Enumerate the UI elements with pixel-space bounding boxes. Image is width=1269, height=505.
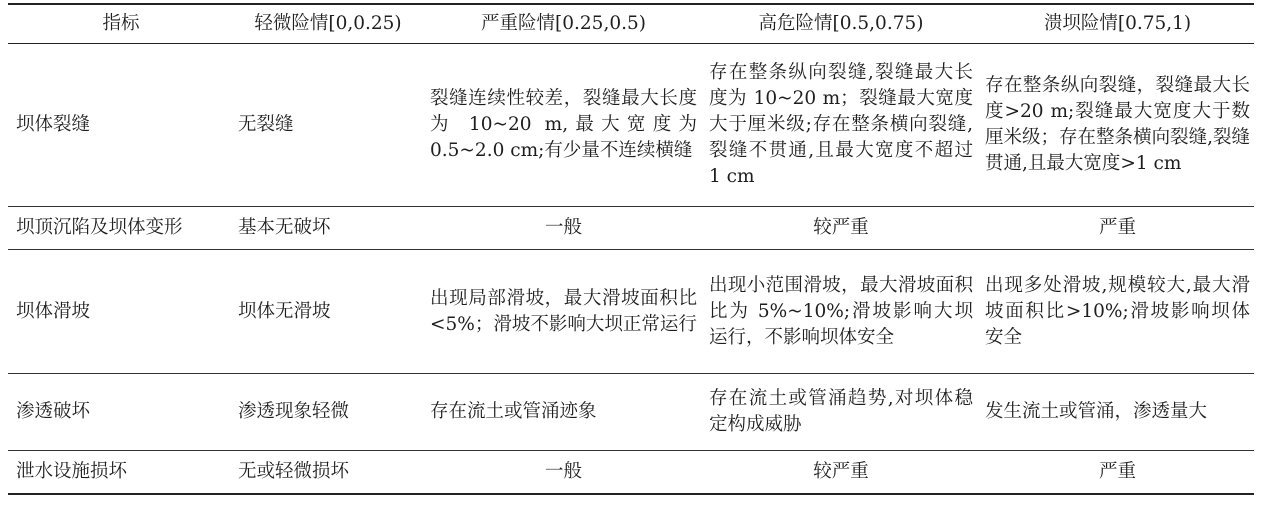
collapse-cell: 严重 bbox=[1098, 217, 1136, 238]
table-row bbox=[8, 207, 1254, 250]
header-serious: 严重险情[0.25,0.5) bbox=[481, 13, 646, 34]
high-cell: 存在整条纵向裂缝,裂缝最大长度为 10~20 m；裂缝最大宽度大于厘米级;存在整条横向裂缝,裂缝不贯通,且最大宽度不超过 1 cm bbox=[709, 62, 973, 187]
indicator-cell: 坝体滑坡 bbox=[16, 300, 91, 322]
indicator-cell: 渗透破坏 bbox=[16, 401, 91, 422]
collapse-cell: 发生流土或管涌，渗透量大 bbox=[985, 401, 1208, 422]
table-row bbox=[8, 250, 1254, 374]
slight-cell: 渗透现象轻微 bbox=[238, 401, 350, 422]
serious-cell: 一般 bbox=[544, 217, 582, 238]
serious-cell: 存在流土或管涌迹象 bbox=[430, 401, 597, 422]
collapse-cell: 出现多处滑坡,规模较大,最大滑坡面积比>10%;滑坡影响坝体安全 bbox=[985, 274, 1250, 348]
indicator-cell: 坝体裂缝 bbox=[16, 114, 91, 135]
table-row bbox=[8, 44, 1254, 207]
header-collapse: 溃坝险情[0.75,1) bbox=[1043, 13, 1192, 34]
serious-cell: 裂缝连续性较差，裂缝最大长度为 10~20 m,最大宽度为 0.5~2.0 cm;有少量不连续横缝 bbox=[430, 88, 697, 161]
slight-cell: 无裂缝 bbox=[238, 114, 294, 135]
header-high: 高危险情[0.5,0.75) bbox=[758, 13, 924, 34]
table-row bbox=[8, 451, 1254, 494]
high-cell: 较严重 bbox=[813, 217, 869, 238]
header-indicator: 指标 bbox=[102, 13, 140, 34]
slight-cell: 基本无破坏 bbox=[238, 217, 331, 238]
high-cell: 存在流土或管涌趋势,对坝体稳定构成威胁 bbox=[709, 388, 973, 435]
serious-cell: 出现局部滑坡，最大滑坡面积比<5%；滑坡不影响大坝正常运行 bbox=[430, 287, 697, 335]
indicator-cell: 坝顶沉陷及坝体变形 bbox=[16, 217, 183, 238]
risk-grade-table bbox=[8, 3, 1254, 495]
table-row bbox=[8, 374, 1254, 451]
header-slight: 轻微险情[0,0.25) bbox=[254, 13, 402, 34]
serious-cell: 一般 bbox=[544, 460, 582, 482]
collapse-cell: 严重 bbox=[1098, 460, 1136, 482]
high-cell: 出现小范围滑坡，最大滑坡面积比为 5%~10%;滑坡影响大坝运行，不影响坝体安全 bbox=[709, 274, 973, 348]
slight-cell: 无或轻微损坏 bbox=[238, 460, 350, 482]
header-row bbox=[8, 4, 1254, 44]
slight-cell: 坝体无滑坡 bbox=[238, 300, 331, 322]
collapse-cell: 存在整条纵向裂缝，裂缝最大长度>20 m;裂缝最大宽度大于数厘米级；存在整条横向裂缝,裂缝贯通,且最大宽度>1 cm bbox=[985, 75, 1250, 174]
indicator-cell: 泄水设施损坏 bbox=[16, 460, 128, 482]
high-cell: 较严重 bbox=[813, 460, 869, 482]
